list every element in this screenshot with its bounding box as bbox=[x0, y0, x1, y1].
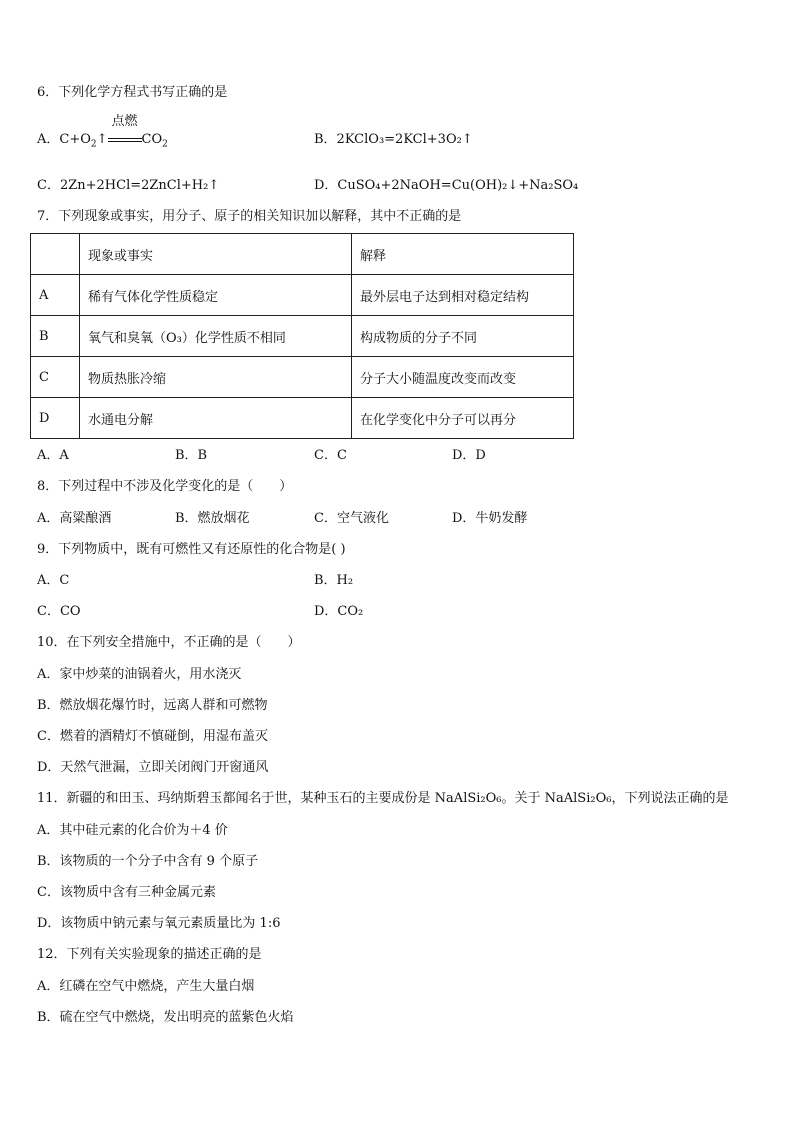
question-9-option-c: C．CO bbox=[37, 604, 81, 619]
question-8-option-c: C．空气液化 bbox=[314, 511, 389, 526]
question-10-option-c: C．燃着的酒精灯不慎碰倒，用湿布盖灭 bbox=[37, 729, 268, 744]
product-subscript: 2 bbox=[162, 139, 168, 150]
table-row bbox=[31, 357, 574, 398]
table-header-cell bbox=[31, 234, 80, 275]
question-10-option-a: A．家中炒菜的油锅着火，用水浇灭 bbox=[37, 667, 242, 682]
question-11-option-c: C．该物质中含有三种金属元素 bbox=[37, 885, 216, 900]
question-6-option-a bbox=[37, 114, 168, 150]
table-cell: 水通电分解 bbox=[80, 398, 352, 439]
table-cell: 在化学变化中分子可以再分 bbox=[352, 398, 574, 439]
table-cell: A bbox=[31, 275, 80, 316]
table-header-row bbox=[31, 234, 574, 275]
table-header-cell: 解释 bbox=[352, 234, 574, 275]
question-10-option-d: D．天然气泄漏，立即关闭阀门开窗通风 bbox=[37, 760, 269, 775]
option-a-product: CO bbox=[141, 132, 163, 147]
question-7-option-a: A．A bbox=[37, 448, 69, 463]
question-8-option-d: D．牛奶发酵 bbox=[452, 511, 528, 526]
equals-bars bbox=[108, 138, 142, 142]
question-9-option-d: D．CO₂ bbox=[314, 604, 364, 619]
table-cell: C bbox=[31, 357, 80, 398]
question-7-stem: 7．下列现象或事实，用分子、原子的相关知识加以解释，其中不正确的是 bbox=[37, 209, 462, 224]
question-11-option-b: B．该物质的一个分子中含有 9 个原子 bbox=[37, 854, 259, 869]
question-7-option-b: B．B bbox=[175, 448, 208, 463]
question-10-option-b: B．燃放烟花爆竹时，远离人群和可燃物 bbox=[37, 698, 268, 713]
question-10-stem: 10．在下列安全措施中，不正确的是（ ） bbox=[37, 635, 301, 650]
question-9-option-a: A．C bbox=[37, 573, 70, 588]
question-8-option-b: B．燃放烟花 bbox=[175, 511, 250, 526]
question-11-option-a: A．其中硅元素的化合价为＋4 价 bbox=[37, 823, 228, 838]
table-row bbox=[31, 316, 574, 357]
question-8-stem: 8．下列过程中不涉及化学变化的是（ ） bbox=[37, 479, 293, 494]
table-header-cell: 现象或事实 bbox=[80, 234, 352, 275]
oxygen-subscript: 2 bbox=[90, 139, 97, 150]
question-11-option-d: D．该物质中钠元素与氧元素质量比为 1:6 bbox=[37, 916, 281, 931]
question-12-option-a: A．红磷在空气中燃烧，产生大量白烟 bbox=[37, 979, 255, 994]
condition-label: 点燃 bbox=[111, 114, 138, 129]
table-cell: 最外层电子达到相对稳定结构 bbox=[352, 275, 574, 316]
table-cell: 构成物质的分子不同 bbox=[352, 316, 574, 357]
question-9-option-b: B．H₂ bbox=[314, 573, 354, 588]
question-11-stem: 11．新疆的和田玉、玛纳斯碧玉都闻名于世，某种玉石的主要成份是 NaAlSi₂O₆。关于 NaAlSi₂O₆，下列说法正确的是 bbox=[37, 791, 729, 806]
table-cell: B bbox=[31, 316, 80, 357]
table-cell: D bbox=[31, 398, 80, 439]
table-row bbox=[31, 398, 574, 439]
table-cell: 分子大小随温度改变而改变 bbox=[352, 357, 574, 398]
question-6-option-d: D．CuSO₄+2NaOH=Cu(OH)₂↓+Na₂SO₄ bbox=[314, 178, 579, 193]
question-12-stem: 12．下列有关实验现象的描述正确的是 bbox=[37, 947, 262, 962]
table-row bbox=[31, 275, 574, 316]
question-8-option-a: A．高粱酿酒 bbox=[37, 511, 112, 526]
question-7-table bbox=[30, 233, 574, 439]
question-6-stem: 6．下列化学方程式书写正确的是 bbox=[37, 85, 228, 100]
table-cell: 稀有气体化学性质稳定 bbox=[80, 275, 352, 316]
question-6-option-c: C．2Zn+2HCl=2ZnCl+H₂↑ bbox=[37, 178, 220, 193]
gas-arrow: ↑ bbox=[96, 132, 108, 147]
table-cell: 氧气和臭氧（O₃）化学性质不相同 bbox=[80, 316, 352, 357]
question-7-option-c: C．C bbox=[314, 448, 347, 463]
table-cell: 物质热胀冷缩 bbox=[80, 357, 352, 398]
question-6-option-b: B．2KClO₃=2KCl+3O₂↑ bbox=[314, 132, 473, 147]
question-12-option-b: B．硫在空气中燃烧，发出明亮的蓝紫色火焰 bbox=[37, 1010, 294, 1025]
question-9-stem: 9．下列物质中，既有可燃性又有还原性的化合物是( ) bbox=[37, 542, 346, 557]
reaction-condition bbox=[108, 114, 142, 146]
question-7-option-d: D．D bbox=[452, 448, 486, 463]
option-a-reactants: A．C+O bbox=[37, 132, 91, 147]
